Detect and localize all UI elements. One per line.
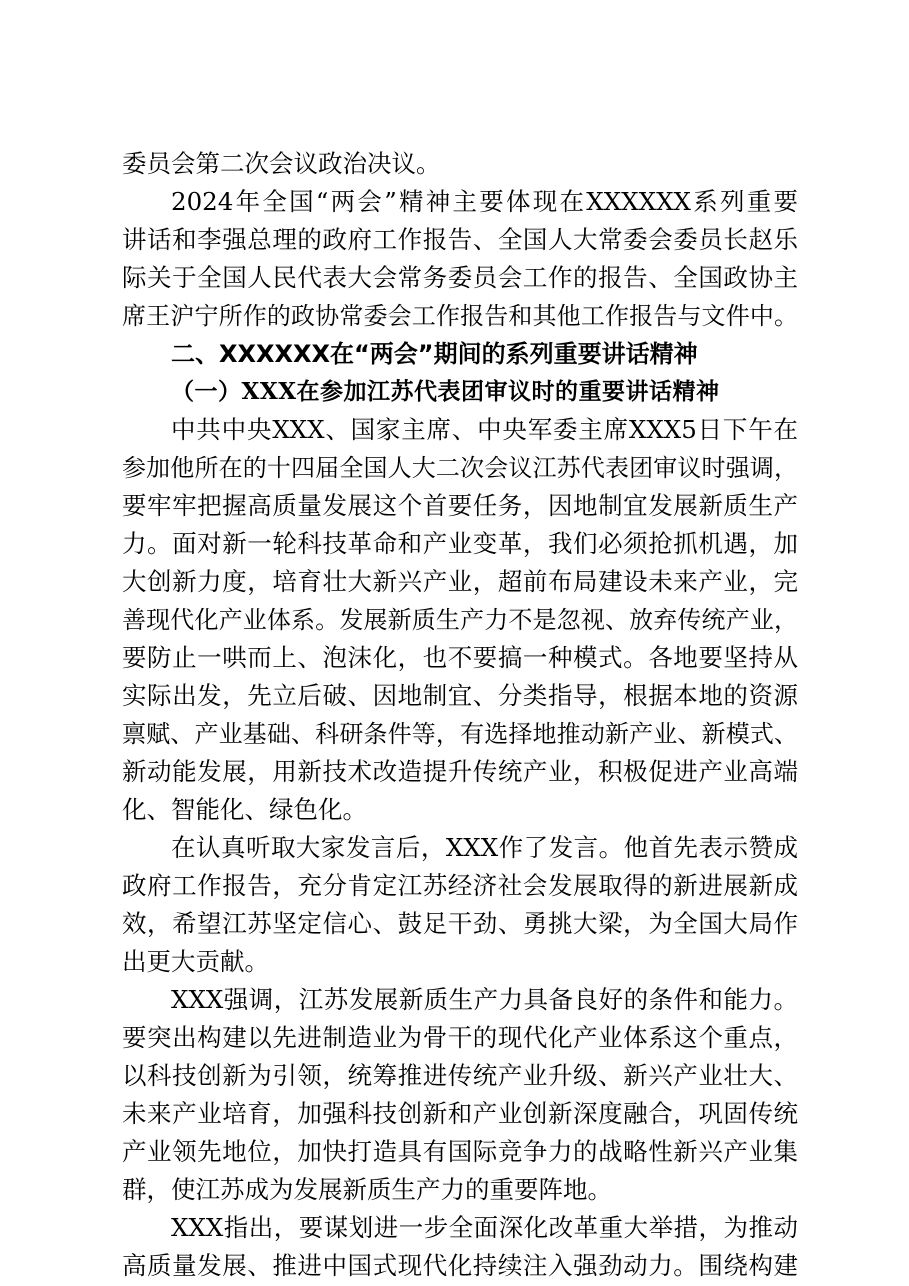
subsection-heading: （一）XXX在参加江苏代表团审议时的重要讲话精神	[171, 378, 720, 405]
paragraph-line: 效，希望江苏坚定信心、鼓足干劲、勇挑大梁，为全国大局作	[122, 909, 798, 938]
paragraph-line: 新动能发展，用新技术改造提升传统产业，积极促进产业高端	[122, 757, 798, 786]
paragraph-line: 要防止一哄而上、泡沫化，也不要搞一种模式。各地要坚持从	[122, 643, 798, 672]
paragraph-line: XXX强调，江苏发展新质生产力具备良好的条件和能力。	[171, 985, 798, 1014]
paragraph-line: 参加他所在的十四届全国人大二次会议江苏代表团审议时强调，	[122, 454, 798, 482]
paragraph-line: 高质量发展、推进中国式现代化持续注入强劲动力。围绕构建	[122, 1251, 798, 1280]
paragraph-line: 要牢牢把握高质量发展这个首要任务，因地制宜发展新质生产	[122, 491, 798, 520]
paragraph-last-line: 出更大贡献。	[122, 947, 269, 976]
paragraph-line: 以科技创新为引领，统筹推进传统产业升级、新兴产业壮大、	[122, 1061, 798, 1090]
paragraph-line: 席王沪宁所作的政协常委会工作报告和其他工作报告与文件中。	[122, 302, 798, 330]
paragraph-line: 善现代化产业体系。发展新质生产力不是忽视、放弃传统产业，	[122, 606, 798, 634]
paragraph-line: 在认真听取大家发言后，XXX作了发言。他首先表示赞成	[171, 833, 798, 862]
paragraph-line: 要突出构建以先进制造业为骨干的现代化产业体系这个重点，	[122, 1023, 798, 1052]
paragraph-last-line: 化、智能化、绿色化。	[122, 795, 367, 824]
paragraph-line: 政府工作报告，充分肯定江苏经济社会发展取得的新进展新成	[122, 871, 798, 900]
paragraph-line: XXX指出，要谋划进一步全面深化改革重大举措，为推动	[171, 1213, 798, 1242]
section-heading: 二、XXXXXX在“两会”期间的系列重要讲话精神	[171, 340, 698, 368]
paragraph-line: 禀赋、产业基础、科研条件等，有选择地推动新产业、新模式、	[122, 720, 798, 748]
paragraph-last-line: 群，使江苏成为发展新质生产力的重要阵地。	[122, 1175, 612, 1204]
paragraph-continuation-line: 委员会第二次会议政治决议。	[122, 149, 441, 178]
paragraph-line: 产业领先地位，加快打造具有国际竞争力的战略性新兴产业集	[122, 1137, 798, 1166]
paragraph-line: 中共中央XXX、国家主席、中央军委主席XXX5日下午在	[171, 415, 798, 444]
paragraph-line: 大创新力度，培育壮大新兴产业，超前布局建设未来产业，完	[122, 567, 798, 596]
document-body	[122, 145, 798, 1285]
paragraph-line: 际关于全国人民代表大会常务委员会工作的报告、全国政协主	[122, 263, 798, 292]
paragraph-line: 力。面对新一轮科技革命和产业变革，我们必须抢抓机遇，加	[122, 529, 798, 558]
paragraph-line: 讲话和李强总理的政府工作报告、全国人大常委会委员长赵乐	[122, 225, 798, 254]
paragraph-line: 2024年全国“两会”精神主要体现在XXXXXX系列重要	[171, 187, 798, 216]
paragraph-line: 实际出发，先立后破、因地制宜、分类指导，根据本地的资源	[122, 681, 798, 710]
paragraph-line: 未来产业培育，加强科技创新和产业创新深度融合，巩固传统	[122, 1099, 798, 1128]
